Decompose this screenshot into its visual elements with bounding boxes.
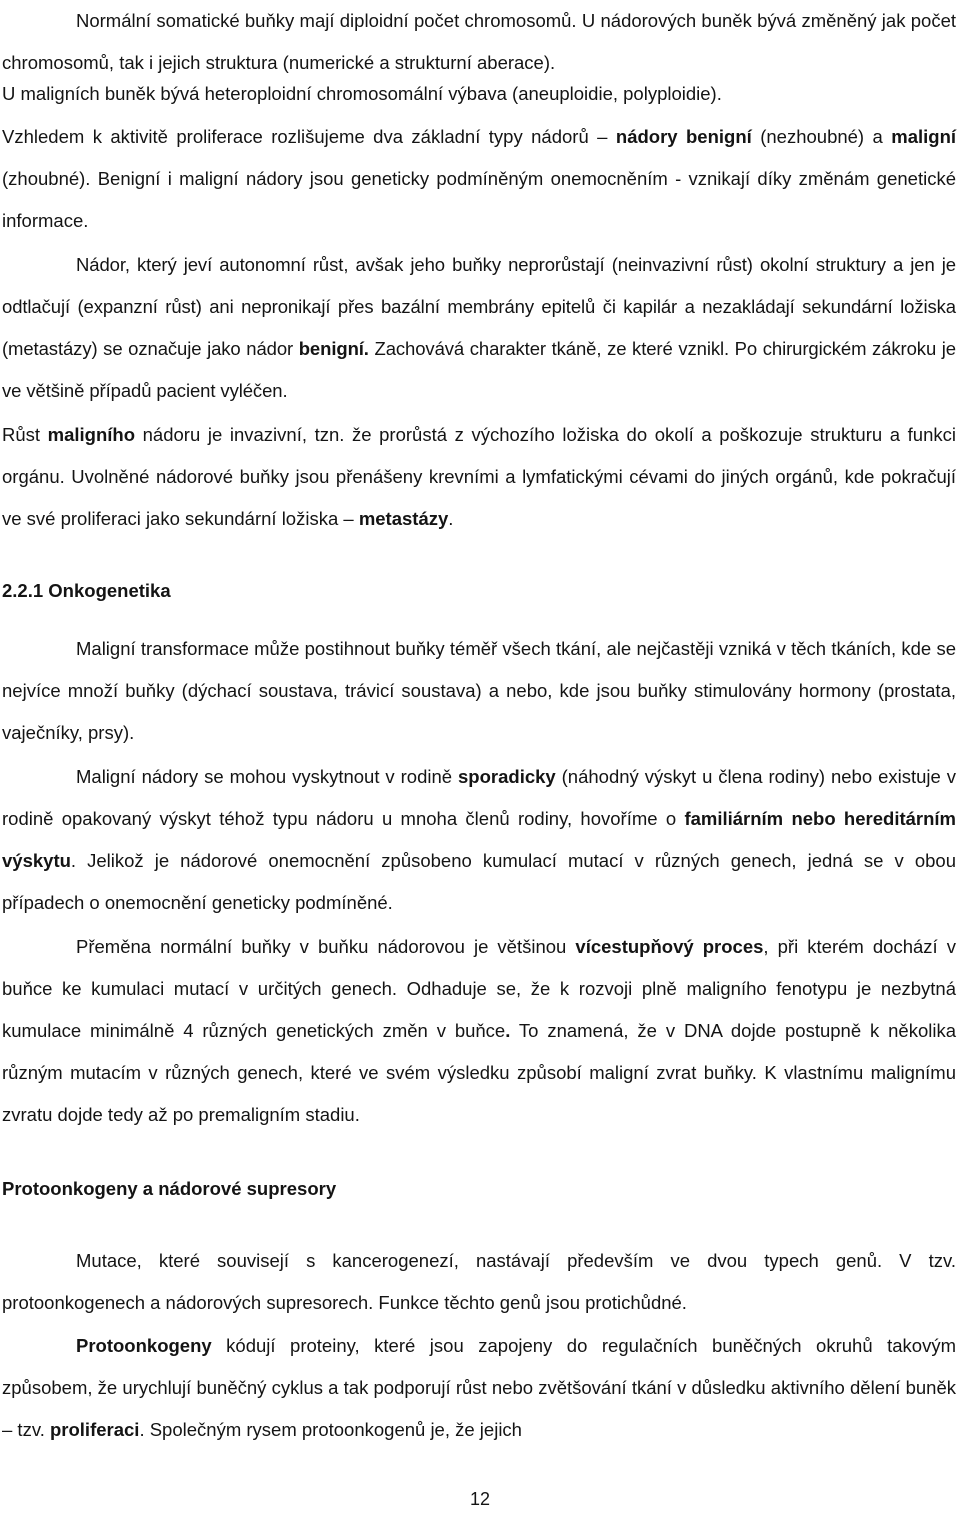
text: Nádor, který jeví autonomní růst, avšak jeho buňky neprorůstají (neinvazivní růst) okolní struktury a jen je odtlačují (expanzní růst) ani nepronikají přes bazální membrány epitelů či kapilár a nezakládají sekundární ložiska (metastázy) se označuje jako nádor — [2, 254, 956, 359]
bold-term: nádory benigní — [615, 126, 752, 147]
paragraph-benign-tumor — [2, 244, 956, 412]
text: (zhoubné). Benigní i maligní nádory jsou geneticky podmíněným onemocněním - vznikají díky změnám genetické informace. — [2, 168, 956, 231]
paragraph-heteroploidy — [2, 73, 956, 115]
bold-term: sporadicky — [458, 766, 556, 787]
paragraph-protooncogenes — [2, 1325, 956, 1451]
text: U maligních buněk bývá heteroploidní chromosomální výbava (aneuploidie, polyploidie). — [2, 83, 722, 104]
text: (náhodný výskyt u člena rodiny) nebo existuje v rodině opakovaný výskyt téhož typu nádoru u mnoha členů rodiny, hovoříme o — [2, 766, 957, 829]
section-heading: 2.2.1 Onkogenetika — [2, 580, 171, 601]
bold-term: . — [505, 1020, 511, 1041]
subsection-heading: Protoonkogeny a nádorové supresory — [2, 1178, 337, 1199]
text: . — [448, 508, 454, 529]
text: nádoru je invazivní, tzn. že prorůstá z výchozího ložiska do okolí a poškozuje strukturu a funkci orgánu. Uvolněné nádorové buňky jsou přenášeny krevními a lymfatickými cévami do jiných orgánů, kde pokračují ve své proliferaci jako sekundární ložiska – — [2, 424, 956, 529]
bold-term: benigní. — [298, 338, 369, 359]
page-number: 12 — [469, 1489, 491, 1509]
text: Vzhledem k aktivitě proliferace rozlišujeme dva základní typy nádorů – — [2, 126, 616, 147]
text: Maligní transformace může postihnout buňky téměř všech tkání, ale nejčastěji vzniká v těch tkáních, kde se nejvíce množí buňky (dýchací soustava, trávicí soustava) a nebo, kde jsou buňky stimulovány hormony (prostata, vaječníky, prsy). — [2, 638, 956, 743]
text: Normální somatické buňky mají diploidní počet chromosomů. U nádorových buněk bývá změněný jak počet chromosomů, tak i jejich struktura (numerické a strukturní aberace). — [2, 10, 956, 73]
text: . Společným rysem protoonkogenů je, že jejich — [139, 1419, 522, 1440]
text: Růst — [2, 424, 48, 445]
bold-term: vícestupňový proces — [575, 936, 764, 957]
paragraph-tumor-types — [2, 116, 956, 242]
bold-term: maligní — [891, 126, 957, 147]
paragraph-multistep-process — [2, 926, 956, 1136]
text: , při kterém dochází v buňce ke kumulaci mutací v určitých genech. Odhaduje se, že k rozvoji plně maligního fenotypu je nezbytná kumulace minimálně 4 různých genetických změn v buňce — [2, 936, 956, 1041]
text: To znamená, že v DNA dojde postupně k několika různým mutacím v různých genech, které ve svém výsledku způsobí maligní zvrat buňky. K vlastnímu malignímu zvratu dojde tedy až po premaligním stadiu. — [2, 1020, 956, 1125]
paragraph-malignant-growth — [2, 414, 956, 540]
text: kódují proteiny, které jsou zapojeny do regulačních buněčných okruhů takovým způsobem, že urychlují buněčný cyklus a tak podporují růst nebo zvětšování tkání v důsledku aktivního dělení buněk – tzv. — [2, 1335, 956, 1440]
text: Zachovává charakter tkáně, ze které vznikl. Po chirurgickém zákroku je ve většině případů pacient vyléčen. — [2, 338, 956, 401]
paragraph-sporadic-familial — [2, 756, 956, 924]
text: Přeměna normální buňky v buňku nádorovou je většinou — [76, 936, 576, 957]
bold-term: Protoonkogeny — [76, 1335, 212, 1356]
paragraph-chromosomes — [2, 0, 956, 84]
paragraph-malignant-transformation — [2, 628, 956, 754]
bold-term: maligního — [47, 424, 136, 445]
bold-term: metastázy — [358, 508, 449, 529]
text: Mutace, které souvisejí s kancerogenezí, nastávají především ve dvou typech genů. V tzv. protoonkogenech a nádorových supresorech. Funkce těchto genů jsou protichůdné. — [2, 1250, 956, 1313]
bold-term: familiárním nebo hereditárním výskytu — [2, 808, 956, 871]
text: . Jelikož je nádorové onemocnění způsobeno kumulací mutací v různých genech, jedná se v obou případech o onemocnění geneticky podmíněné. — [2, 850, 956, 913]
bold-term: proliferaci — [49, 1419, 140, 1440]
paragraph-mutation-gene-types — [2, 1240, 956, 1324]
text: (nezhoubné) a — [751, 126, 892, 147]
text: Maligní nádory se mohou vyskytnout v rodině — [76, 766, 459, 787]
